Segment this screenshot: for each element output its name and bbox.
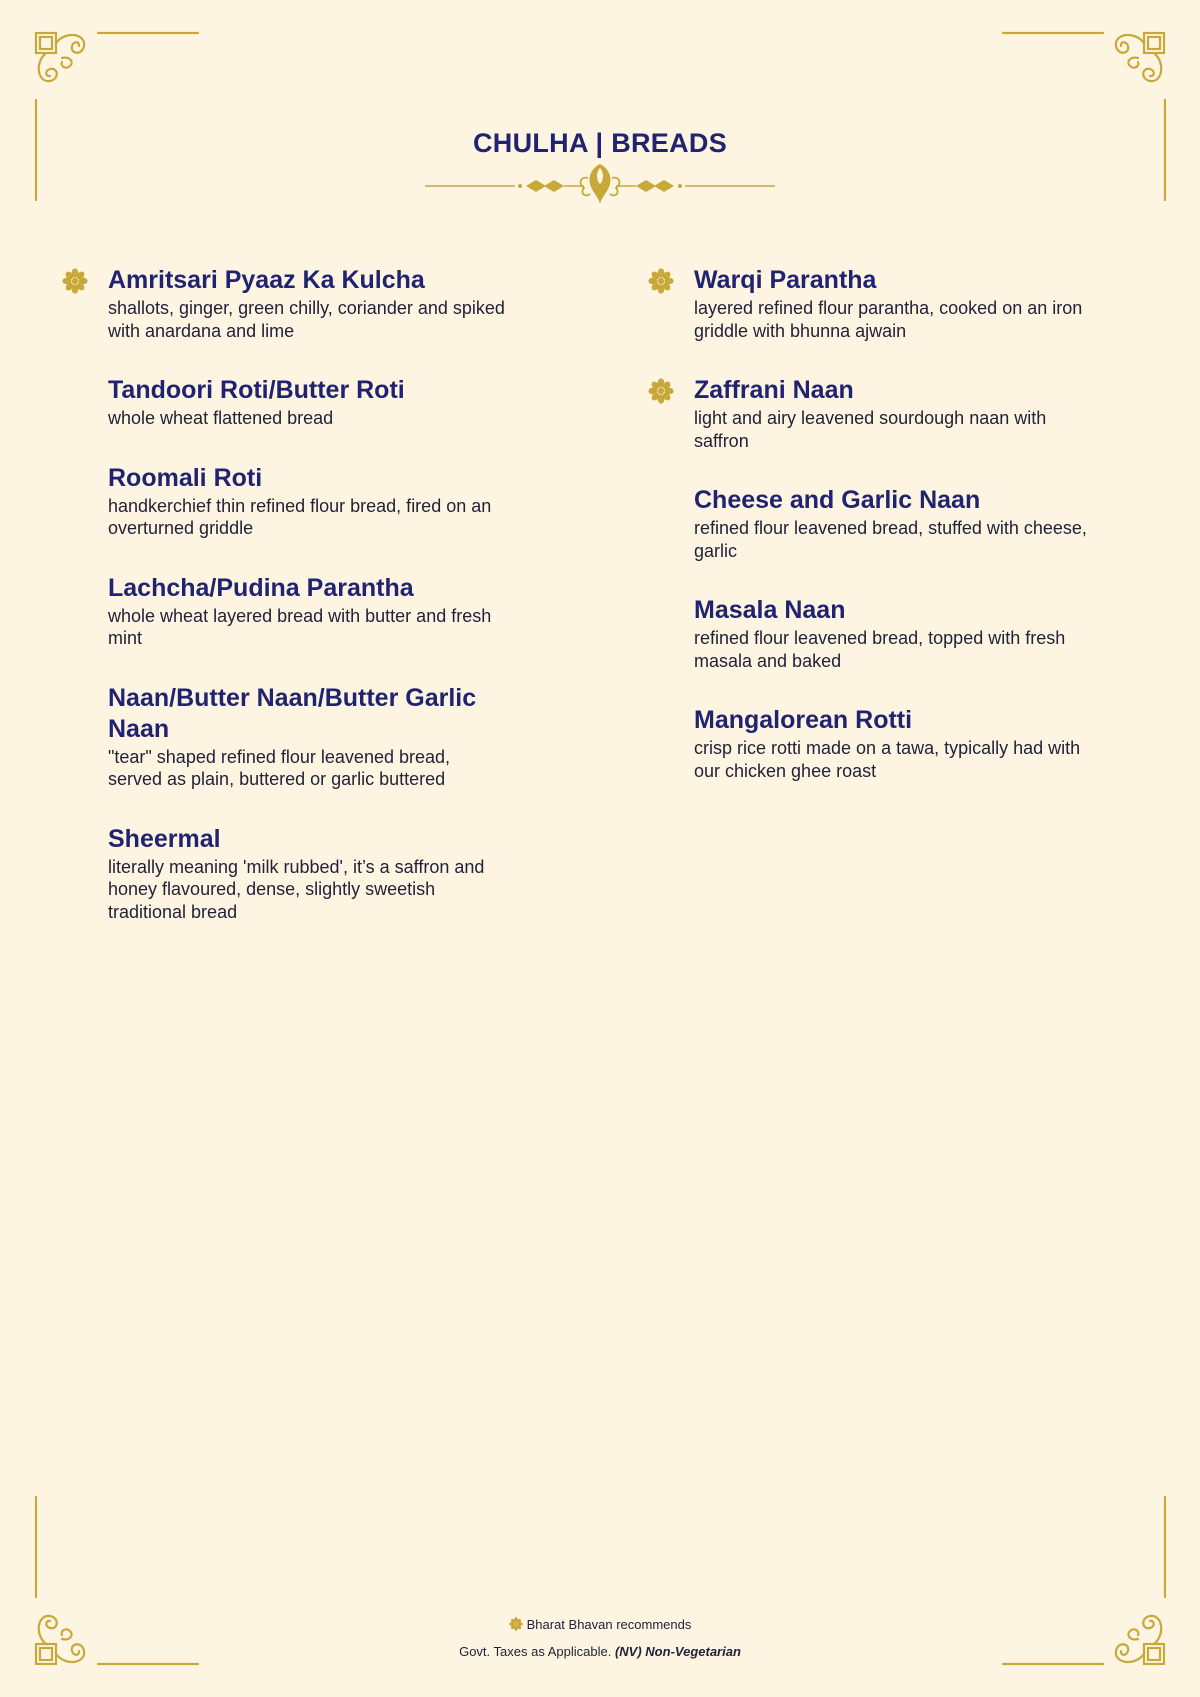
recommended-icon xyxy=(62,268,88,294)
menu-item-name: Naan/Butter Naan/Butter Garlic Naan xyxy=(108,683,477,743)
menu-item-description: refined flour leavened bread, topped with fresh masala and baked xyxy=(694,628,1066,671)
menu-item-description: whole wheat flattened bread xyxy=(108,408,334,428)
footer-recommend-label: Bharat Bhavan recommends xyxy=(526,1617,692,1632)
page-title: CHULHA | BREADS xyxy=(472,128,728,159)
menu-item-description: handkerchief thin refined flour bread, fired on an overturned griddle xyxy=(108,495,492,538)
menu-item xyxy=(694,595,1094,672)
recommended-icon xyxy=(509,1617,523,1631)
footer-nv-label: (NV) Non-Vegetarian xyxy=(614,1644,741,1659)
menu-item-name: Roomali Roti xyxy=(108,463,263,492)
menu-item-description: literally meaning 'milk rubbed', it’s a saffron and honey flavoured, dense, slightly sweetish traditional bread xyxy=(108,856,485,922)
menu-item xyxy=(108,683,508,791)
recommended-icon xyxy=(648,378,674,404)
menu-item-name: Lachcha/Pudina Parantha xyxy=(108,573,414,602)
footer-recommend xyxy=(0,1617,1200,1632)
menu-item xyxy=(108,463,508,540)
menu-item-name: Warqi Parantha xyxy=(694,266,877,294)
menu-item xyxy=(108,824,508,924)
menu-item-description: shallots, ginger, green chilly, coriander and spiked with anardana and lime xyxy=(108,298,505,341)
menu-item-name: Sheermal xyxy=(108,824,221,853)
menu-item-name: Amritsari Pyaaz Ka Kulcha xyxy=(108,266,425,294)
menu-item-description: whole wheat layered bread with butter and fresh mint xyxy=(108,605,492,648)
ornament-divider xyxy=(420,158,780,208)
menu-item xyxy=(694,485,1094,562)
menu-item xyxy=(694,375,1094,452)
menu-item xyxy=(108,265,508,342)
menu-item-description: refined flour leavened bread, stuffed with cheese, garlic xyxy=(694,518,1087,561)
menu-item-name: Masala Naan xyxy=(694,596,846,624)
menu-item xyxy=(108,573,508,650)
menu-column-left xyxy=(108,265,508,956)
menu-item-description: layered refined flour parantha, cooked on an iron griddle with bhunna ajwain xyxy=(694,298,1083,341)
menu-item-name: Cheese and Garlic Naan xyxy=(694,486,981,514)
menu-item-name: Tandoori Roti/Butter Roti xyxy=(108,376,405,404)
menu-item-description: light and airy leavened sourdough naan with saffron xyxy=(694,408,1047,451)
menu-item xyxy=(694,705,1094,782)
menu-column-right xyxy=(694,265,1094,815)
footer-tax-label: Govt. Taxes as Applicable. xyxy=(459,1644,612,1659)
menu-item-name: Zaffrani Naan xyxy=(694,376,854,404)
menu-item-description: crisp rice rotti made on a tawa, typically had with our chicken ghee roast xyxy=(694,738,1081,781)
menu-item xyxy=(694,265,1094,342)
menu-item xyxy=(108,375,508,430)
recommended-icon xyxy=(648,268,674,294)
footer-tax-note xyxy=(0,1644,1200,1659)
menu-item-description: "tear" shaped refined flour leavened bread, served as plain, buttered or garlic buttered xyxy=(108,746,451,789)
menu-item-name: Mangalorean Rotti xyxy=(694,706,913,734)
